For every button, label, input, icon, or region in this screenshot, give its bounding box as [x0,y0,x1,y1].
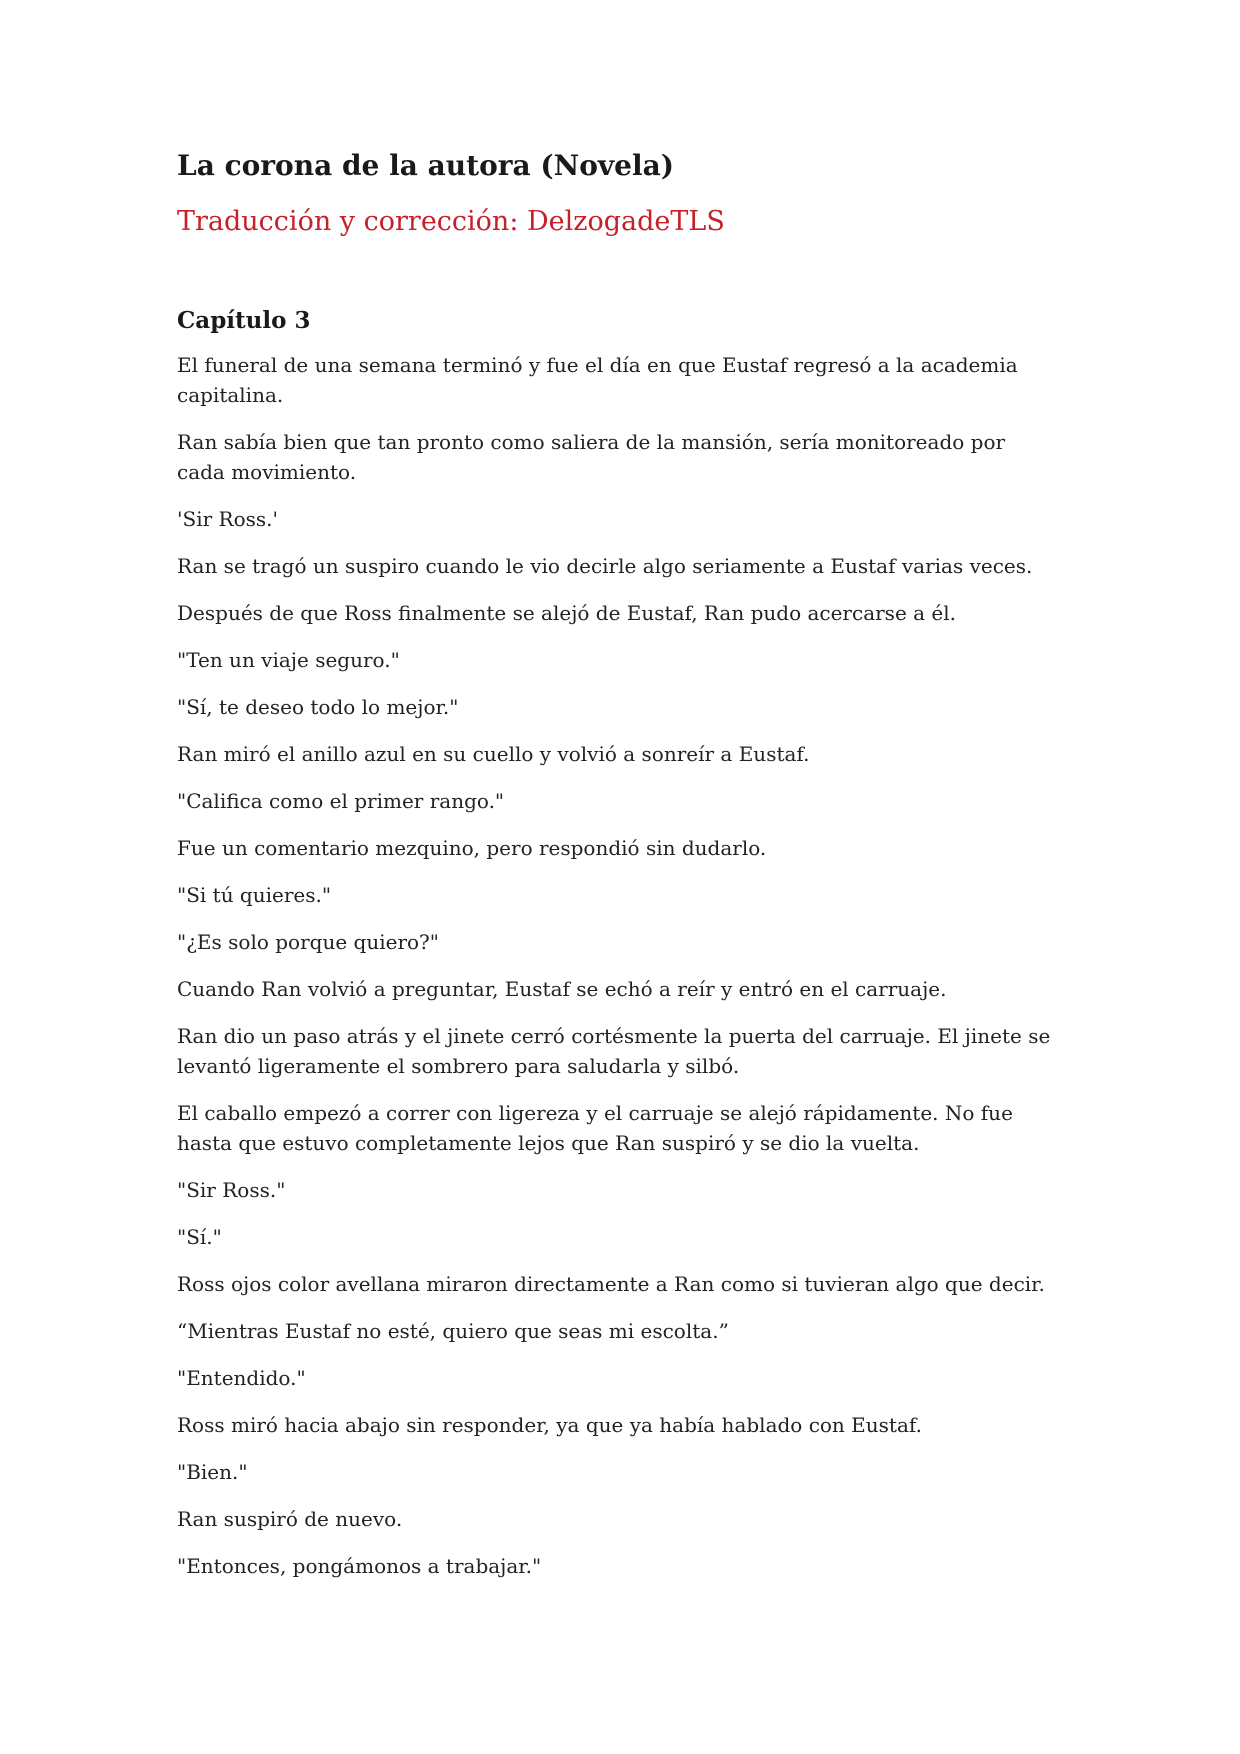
paragraph: Ran dio un paso atrás y el jinete cerró cortésmente la puerta del carruaje. El jinete se levantó ligeramente el sombrero para saludarla y silbó. [177,1024,1051,1078]
paragraph: "Entonces, pongámonos a trabajar." [177,1554,542,1578]
paragraph: 'Sir Ross.' [177,507,278,531]
paragraph: Ross miró hacia abajo sin responder, ya que ya había hablado con Eustaf. [177,1413,922,1437]
document-title: La corona de la autora (Novela) [177,149,675,182]
paragraph: Ran miró el anillo azul en su cuello y volvió a sonreír a Eustaf. [177,742,810,766]
paragraph: "¿Es solo porque quiero?" [177,930,439,954]
paragraph: Ran suspiró de nuevo. [177,1507,403,1531]
paragraph: Después de que Ross finalmente se alejó de Eustaf, Ran pudo acercarse a él. [177,601,957,625]
paragraph: "Sí, te deseo todo lo mejor." [177,695,459,719]
paragraph: "Ten un viaje seguro." [177,648,400,672]
paragraph: El caballo empezó a correr con ligereza y el carruaje se alejó rápidamente. No fue hasta que estuvo completamente lejos que Ran suspiró y se dio la vuelta. [177,1101,1013,1155]
translation-credits: Traducción y corrección: DelzogadeTLS [177,206,725,237]
chapter-body [177,350,1057,1581]
paragraph: Fue un comentario mezquino, pero respondió sin dudarlo. [177,836,767,860]
paragraph: “Mientras Eustaf no esté, quiero que seas mi escolta.” [177,1319,729,1343]
paragraph: "Sí." [177,1225,222,1249]
paragraph: "Califica como el primer rango." [177,789,505,813]
paragraph: Ran sabía bien que tan pronto como saliera de la mansión, sería monitoreado por cada movimiento. [177,430,1006,484]
paragraph: "Bien." [177,1460,248,1484]
paragraph: Cuando Ran volvió a preguntar, Eustaf se echó a reír y entró en el carruaje. [177,977,947,1001]
chapter-heading: Capítulo 3 [177,307,311,334]
document-page [177,146,1057,1598]
paragraph: El funeral de una semana terminó y fue el día en que Eustaf regresó a la academia capitalina. [177,353,1018,407]
paragraph: Ross ojos color avellana miraron directamente a Ran como si tuvieran algo que decir. [177,1272,1045,1296]
paragraph: Ran se tragó un suspiro cuando le vio decirle algo seriamente a Eustaf varias veces. [177,554,1033,578]
paragraph: "Entendido." [177,1366,306,1390]
paragraph: "Sir Ross." [177,1178,286,1202]
paragraph: "Si tú quieres." [177,883,332,907]
